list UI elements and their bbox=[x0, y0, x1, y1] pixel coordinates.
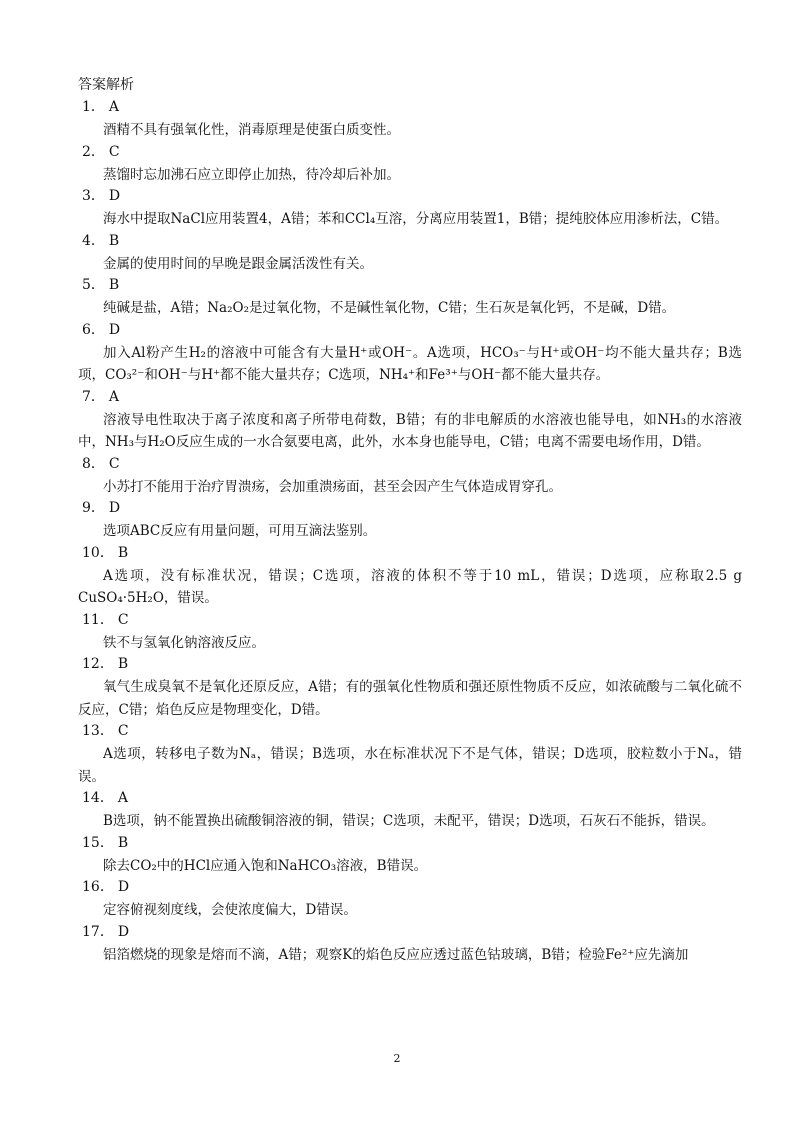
question-number: 11． bbox=[82, 611, 114, 628]
explanation-text: 蒸馏时忘加沸石应立即停止加热，待冷却后补加。 bbox=[103, 166, 400, 183]
answer-choice: A bbox=[108, 388, 120, 405]
answer-item bbox=[78, 454, 742, 499]
question-number: 10． bbox=[82, 544, 114, 561]
explanation-text: 海水中提取NaCl应用装置4，A错；苯和CCl₄互溶，分离应用装置1，B错；提纯胶体应用渗析法，C错。 bbox=[103, 211, 729, 227]
explanation-text: 除去CO₂中的HCl应通入饱和NaHCO₃溶液，B错误。 bbox=[103, 857, 428, 874]
question-number: 2． bbox=[82, 143, 105, 160]
question-number: 17． bbox=[82, 923, 114, 940]
question-number: 14． bbox=[82, 790, 114, 806]
question-number: 9． bbox=[82, 500, 105, 516]
answer-choice: A bbox=[108, 99, 120, 115]
answer-item bbox=[78, 543, 742, 610]
page-heading: 答案解析 bbox=[78, 77, 134, 93]
explanation-text: A选项，没有标准状况，错误；C选项，溶液的体积不等于10 mL，错误；D选项，应称取2.5 g CuSO₄·5H₂O，错误。 bbox=[78, 567, 742, 606]
answer-choice: C bbox=[108, 455, 120, 472]
answer-choice: C bbox=[117, 723, 129, 739]
explanation-text: 选项ABC反应有用量问题，可用互滴法鉴别。 bbox=[103, 523, 377, 539]
answer-item bbox=[78, 654, 742, 721]
answer-choice: C bbox=[117, 611, 129, 628]
question-number: 1． bbox=[82, 99, 105, 115]
question-number: 16． bbox=[82, 879, 114, 895]
explanation-text: 加入Al粉产生H₂的溶液中可能含有大量H⁺或OH⁻。A选项，HCO₃⁻与H⁺或OH⁻均不能大量共存；B选项，CO₃²⁻和OH⁻与H⁺都不能大量共存；C选项，NH₄⁺和Fe³⁺与OH⁻都不能大量共存。 bbox=[78, 344, 742, 383]
question-number: 8． bbox=[82, 455, 105, 472]
question-number: 12． bbox=[82, 656, 114, 672]
explanation-text: 铝箔燃烧的现象是熔而不滴，A错；观察K的焰色反应应透过蓝色钴玻璃，B错；检验Fe²⁺应先滴加 bbox=[103, 946, 689, 963]
explanation-text: 溶液导电性取决于离子浓度和离子所带电荷数，B错；有的非电解质的水溶液也能导电，如NH₃的水溶液中，NH₃与H₂O反应生成的一水合氨要电离，此外，水本身也能导电，C错；电离不需要电场作用，D错。 bbox=[78, 411, 742, 450]
explanation-text: 金属的使用时间的早晚是跟金属活泼性有关。 bbox=[103, 255, 373, 272]
answer-choice: D bbox=[117, 879, 130, 895]
answer-item bbox=[78, 877, 742, 922]
answer-item bbox=[78, 142, 742, 187]
answer-item bbox=[78, 610, 742, 655]
explanation-text: 定容俯视刻度线，会使浓度偏大，D错误。 bbox=[103, 902, 357, 918]
answer-item bbox=[78, 922, 742, 967]
answer-choice: D bbox=[117, 923, 130, 940]
answer-choice: D bbox=[108, 188, 121, 204]
answer-choice: B bbox=[117, 544, 129, 561]
explanation-text: 氧气生成臭氧不是氧化还原反应，A错；有的强氧化性物质和强还原性物质不反应，如浓硫酸与二氧化硫不反应，C错；焰色反应是物理变化，D错。 bbox=[78, 679, 742, 718]
answer-item bbox=[78, 788, 742, 833]
answer-choice: D bbox=[108, 500, 121, 516]
question-number: 13． bbox=[82, 723, 114, 739]
answer-item bbox=[78, 721, 742, 788]
answer-item bbox=[78, 498, 742, 543]
explanation-text: B选项，钠不能置换出硫酸铜溶液的铜，错误；C选项，未配平，错误；D选项，石灰石不能拆，错误。 bbox=[103, 813, 715, 829]
answer-item bbox=[78, 387, 742, 454]
answer-list bbox=[78, 97, 742, 966]
answer-item bbox=[78, 97, 742, 142]
answer-choice: B bbox=[117, 656, 129, 672]
answer-choice: D bbox=[108, 321, 121, 338]
answer-choice: A bbox=[117, 790, 128, 806]
question-number: 7． bbox=[82, 388, 105, 405]
explanation-text: 铁不与氢氧化钠溶液反应。 bbox=[103, 634, 265, 651]
answer-item bbox=[78, 186, 742, 231]
explanation-text: 酒精不具有强氧化性，消毒原理是使蛋白质变性。 bbox=[103, 122, 400, 138]
answer-choice: B bbox=[108, 277, 120, 293]
answer-item bbox=[78, 320, 742, 387]
question-number: 5． bbox=[82, 277, 105, 293]
answer-item bbox=[78, 275, 742, 320]
page-number: 2 bbox=[393, 1052, 401, 1065]
explanation-text: 纯碱是盐，A错；Na₂O₂是过氧化物，不是碱性氧化物，C错；生石灰是氧化钙，不是碱，D错。 bbox=[103, 300, 676, 316]
question-number: 6． bbox=[82, 321, 105, 338]
answer-choice: C bbox=[108, 143, 120, 160]
answer-choice: B bbox=[117, 834, 129, 851]
answer-choice: B bbox=[108, 232, 120, 249]
explanation-text: 小苏打不能用于治疗胃溃疡，会加重溃疡面，甚至会因产生气体造成胃穿孔。 bbox=[103, 478, 562, 495]
explanation-text: A选项，转移电子数为Nₐ，错误；B选项，水在标准状况下不是气体，错误；D选项，胶粒数小于Nₐ，错误。 bbox=[78, 746, 742, 785]
answer-item bbox=[78, 833, 742, 878]
answer-item bbox=[78, 231, 742, 276]
question-number: 4． bbox=[82, 232, 105, 249]
question-number: 3． bbox=[82, 188, 105, 204]
question-number: 15． bbox=[82, 834, 114, 851]
